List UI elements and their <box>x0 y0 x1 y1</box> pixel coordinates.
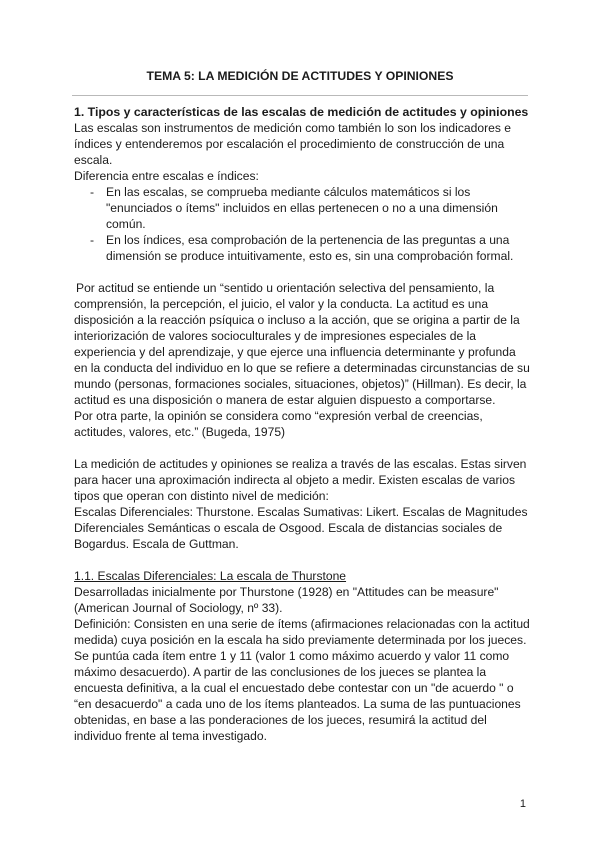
page-title: TEMA 5: LA MEDICIÓN DE ACTITUDES Y OPINIONES <box>146 69 454 83</box>
list-item-text: En los índices, esa comprobación de la pertenencia de las preguntas a una dimensión se produce intuitivamente, esto es, sin una comprobación formal. <box>106 233 514 263</box>
attitude-definition-paragraph: Por actitud se entiende un “sentido u orientación selectiva del pensamiento, la comprensión, la percepción, el juicio, el valor y la conducta. La actitud es una disposición a la reacción psíquica o incluso a la acción, que se origina a partir de la interiorización de valores socioculturales y de impresiones especiales de la experiencia y del aprendizaje, y que ejerce una influencia determinante y profunda en la conducta del individuo en lo que se refiere a determinadas circunstancias de su mundo (personas, formaciones sociales, situaciones, objetos)” (Hillman). Es decir, la actitud es una disposición o manera de estar alguien dispuesto a comportarse. <box>74 281 530 407</box>
document-body <box>74 104 532 744</box>
definition-paragraph: Definición: Consisten en una serie de ítems (afirmaciones relacionadas con la actitud medida) cuya posición en la escala ha sido previamente determinada por los jueces. <box>74 617 530 647</box>
difference-label: Diferencia entre escalas e índices: <box>74 169 259 183</box>
title-divider <box>72 95 528 96</box>
page-number: 1 <box>519 798 526 810</box>
dash-bullet: - <box>90 185 95 199</box>
paragraph-gap <box>74 552 532 568</box>
paragraph-gap <box>74 440 532 456</box>
scales-list-paragraph: Escalas Diferenciales: Thurstone. Escalas Sumativas: Likert. Escalas de Magnitudes Diferenciales Semánticas o escala de Osgood. Escala de distancias sociales de Bogardus. Escala de Guttman. <box>74 505 528 551</box>
difference-list <box>74 184 532 264</box>
opinion-paragraph: Por otra parte, la opinión se considera como “expresión verbal de creencias, actitudes, valores, etc.” (Bugeda, 1975) <box>74 409 483 439</box>
list-item <box>74 232 532 264</box>
scoring-paragraph: Se puntúa cada ítem entre 1 y 11 (valor 1 como máximo acuerdo y valor 11 como máximo desacuerdo). A partir de las conclusiones de los jueces se plantea la encuesta definitiva, a la cual el encuestado debe contestar con un "de acuerdo " o “en desacuerdo" a cada uno de los ítems planteados. La suma de las puntuaciones obtenidas, en base a las ponderaciones de los jueces, resumirá la actitud del individuo frente al tema investigado. <box>74 649 521 743</box>
paragraph-gap <box>74 264 532 280</box>
measurement-paragraph: La medición de actitudes y opiniones se realiza a través de las escalas. Estas sirven para hacer una aproximación indirecta al objeto a medir. Existen escalas de varios tipos que operan con distinto nivel de medición: <box>74 457 527 503</box>
intro-paragraph: Las escalas son instrumentos de medición como también lo son los indicadores e índices y entenderemos por escalación el procedimiento de construcción de una escala. <box>74 121 511 167</box>
dash-bullet: - <box>90 233 95 247</box>
section-heading: 1. Tipos y características de las escalas de medición de actitudes y opiniones <box>74 105 529 119</box>
list-item <box>74 184 532 232</box>
subsection-heading: 1.1. Escalas Diferenciales: La escala de Thurstone <box>74 569 347 583</box>
list-item-text: En las escalas, se comprueba mediante cálculos matemáticos si los "enunciados o ítems" incluidos en ellas pertenecen o no a una dimensión común. <box>106 185 498 231</box>
thurstone-origin-paragraph: Desarrolladas inicialmente por Thurstone (1928) en "Attitudes can be measure" (American Journal of Sociology, nº 33). <box>74 585 499 615</box>
